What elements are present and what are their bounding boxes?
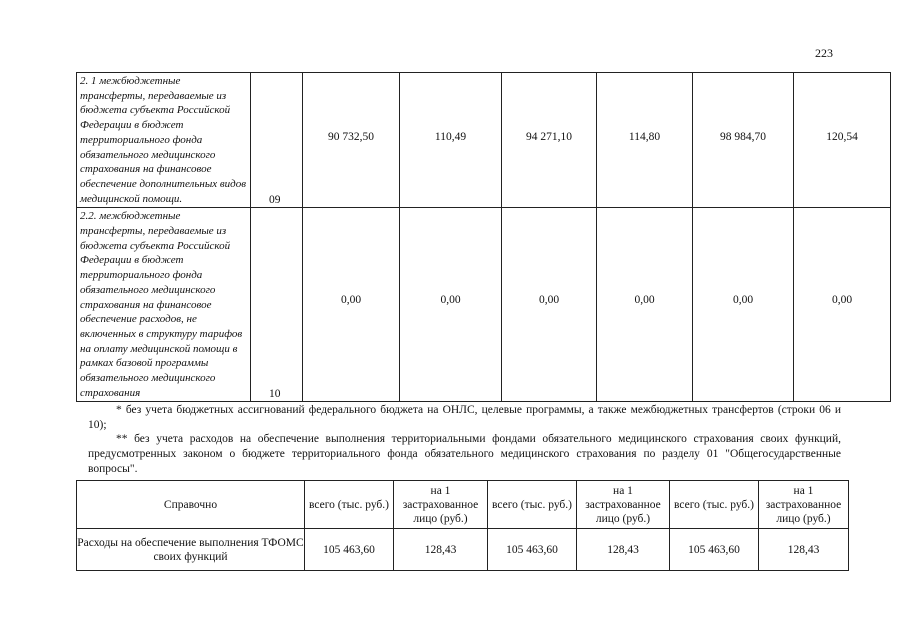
value-cell: 110,49 [400,73,502,208]
value-cell: 120,54 [794,73,891,208]
value-cell: 0,00 [597,208,693,402]
page-number: 223 [815,46,833,60]
budget-table [76,72,891,402]
footnote-1: * без учета бюджетных ассигнований федерального бюджета на ОНЛС, целевые программы, а также межбюджетных трансфертов (строки 06 и 10); [88,404,841,431]
value-cell: 105 463,60 [488,529,577,571]
reference-table [76,480,849,571]
value-cell: 0,00 [693,208,794,402]
value-cell: 128,43 [394,529,488,571]
value-cell: 114,80 [597,73,693,208]
column-header-total: всего (тыс. руб.) [670,481,759,529]
value-cell: 0,00 [502,208,597,402]
footnote-2: ** без учета расходов на обеспечение выполнения территориальными фондами обязательного медицинского страхования своих функций, предусмотренных законом о бюджете территориального фонда обязательного медицинского страхования по разделу 01 "Общегосударственные вопросы". [88,433,841,475]
value-cell: 98 984,70 [693,73,794,208]
value-cell: 105 463,60 [670,529,759,571]
reference-header-label: Справочно [77,481,305,529]
column-header-per-person: на 1 застрахованное лицо (руб.) [759,481,849,529]
value-cell: 94 271,10 [502,73,597,208]
column-header-total: всего (тыс. руб.) [488,481,577,529]
value-cell: 105 463,60 [305,529,394,571]
column-header-total: всего (тыс. руб.) [305,481,394,529]
row-description: 2.2. межбюджетные трансферты, передаваемые из бюджета субъекта Российской Федерации в бюджет территориального фонда обязательного медицинского страхования на финансовое обеспечение расходов, не включенных в структуру тарифов на оплату медицинской помощи в рамках базовой программы обязательного медицинского страхования [77,208,251,402]
reference-header-row [77,481,849,529]
value-cell: 0,00 [794,208,891,402]
row-description: 2. 1 межбюджетные трансферты, передаваемые из бюджета субъекта Российской Федерации в бюджет территориального фонда обязательного медицинского страхования на финансовое обеспечение дополнительных видов медицинской помощи. [77,73,251,208]
reference-data-row [77,529,849,571]
column-header-per-person: на 1 застрахованное лицо (руб.) [394,481,488,529]
value-cell: 0,00 [303,208,400,402]
value-cell: 0,00 [400,208,502,402]
table-row [77,73,891,208]
value-cell: 128,43 [759,529,849,571]
table-row [77,208,891,402]
row-code: 10 [251,208,303,402]
value-cell: 90 732,50 [303,73,400,208]
column-header-per-person: на 1 застрахованное лицо (руб.) [577,481,670,529]
reference-row-label: Расходы на обеспечение выполнения ТФОМС своих функций [77,529,305,571]
value-cell: 128,43 [577,529,670,571]
row-code: 09 [251,73,303,208]
